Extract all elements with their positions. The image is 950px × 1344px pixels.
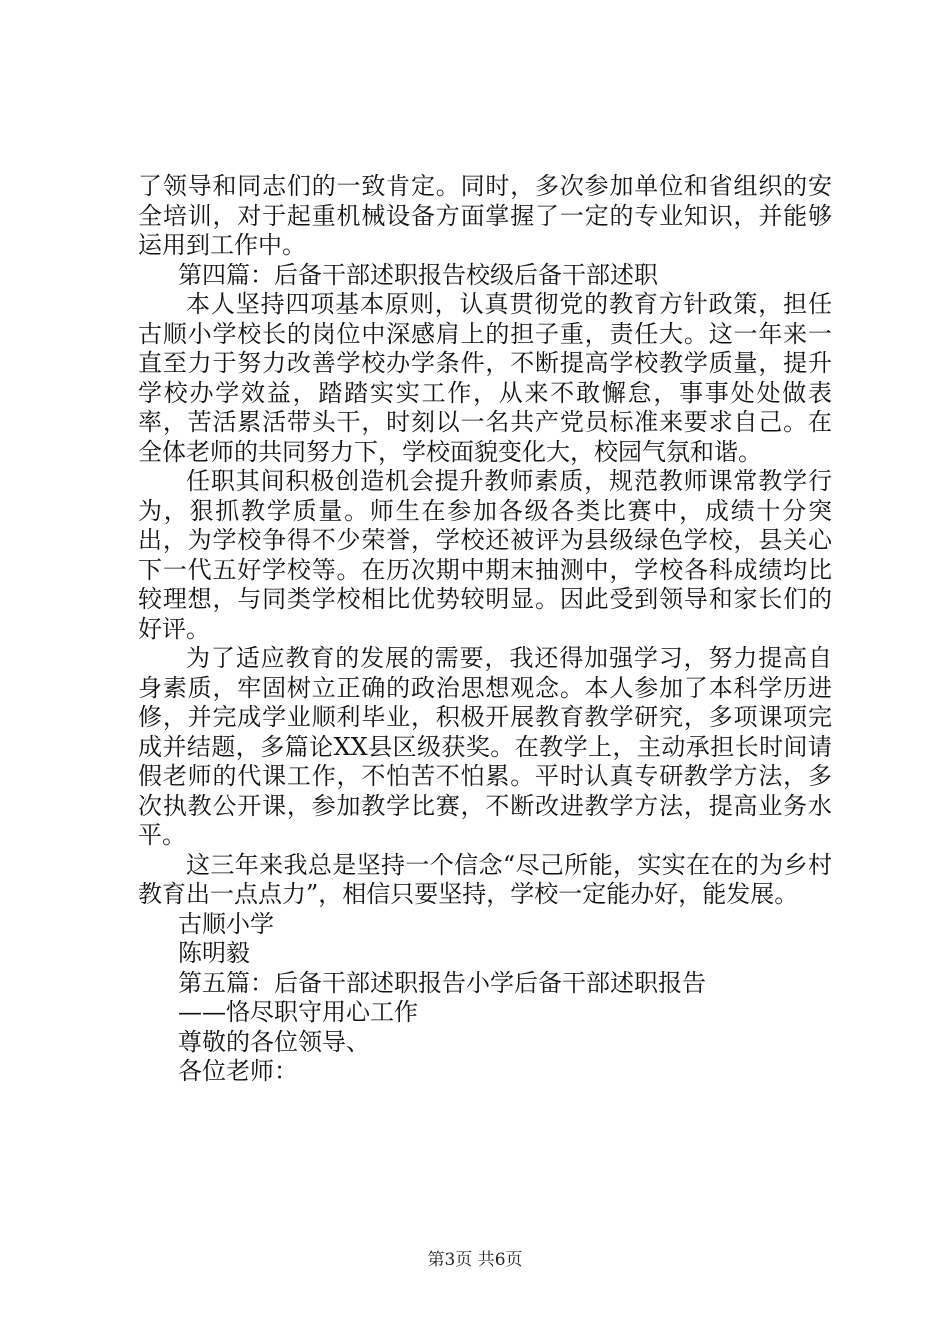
paragraph: 为了适应教育的发展的需要，我还得加强学习，努力提高自身素质，牢固树立正确的政治思想观念。本人参加了本科学历进修，并完成学业顺利毕业，积极开展教育教学研究，多项课项完成并结题，多篇论XX县区级获奖。在教学上，主动承担长时间请假老师的代课工作，不怕苦不怕累。平时认真专研教学方法，多次执教公开课，参加教学比赛，不断改进教学方法，提高业务水平。	[138, 644, 832, 849]
salutation-line: 各位老师：	[178, 1057, 298, 1085]
signature-name: 陈明毅	[178, 939, 250, 967]
section-heading-5: 第五篇：后备干部述职报告小学后备干部述职报告	[178, 968, 706, 997]
salutation-line: 尊敬的各位领导、	[178, 1027, 370, 1056]
paragraph-continuation: 了领导和同志们的一致肯定。同时，多次参加单位和省组织的安全培训，对于起重机械设备方面掌握了一定的专业知识，并能够运用到工作中。	[138, 172, 832, 259]
page-number: 第3页 共6页	[427, 1250, 523, 1270]
paragraph: 本人坚持四项基本原则，认真贯彻党的教育方针政策，担任古顺小学校长的岗位中深感肩上的担子重，责任大。这一年来一直至力于努力改善学校办学条件，不断提高学校教学质量，提升学校办学效益，踏踏实实工作，从来不敢懈怠，事事处处做表率，苦活累活带头干，时刻以一名共产党员标准来要求自己。在全体老师的共同努力下，学校面貌变化大，校园气氛和谐。	[138, 290, 832, 466]
paragraph: 任职其间积极创造机会提升教师素质，规范教师课常教学行为，狠抓教学质量。师生在参加各级各类比赛中，成绩十分突出，为学校争得不少荣誉，学校还被评为县级绿色学校，县关心下一代五好学校等。在历次期中期末抽测中，学校各科成绩均比较理想，与同类学校相比优势较明显。因此受到领导和家长们的好评。	[138, 467, 832, 643]
section-heading-4: 第四篇：后备干部述职报告校级后备干部述职	[178, 260, 658, 289]
section-subtitle: ——恪尽职守用心工作	[178, 998, 418, 1026]
paragraph: 这三年来我总是坚持一个信念“尽己所能，实实在在的为乡村教育出一点点力”，相信只要坚持，学校一定能办好，能发展。	[138, 850, 832, 908]
document-body	[138, 172, 832, 1087]
signature-school: 古顺小学	[178, 909, 274, 938]
